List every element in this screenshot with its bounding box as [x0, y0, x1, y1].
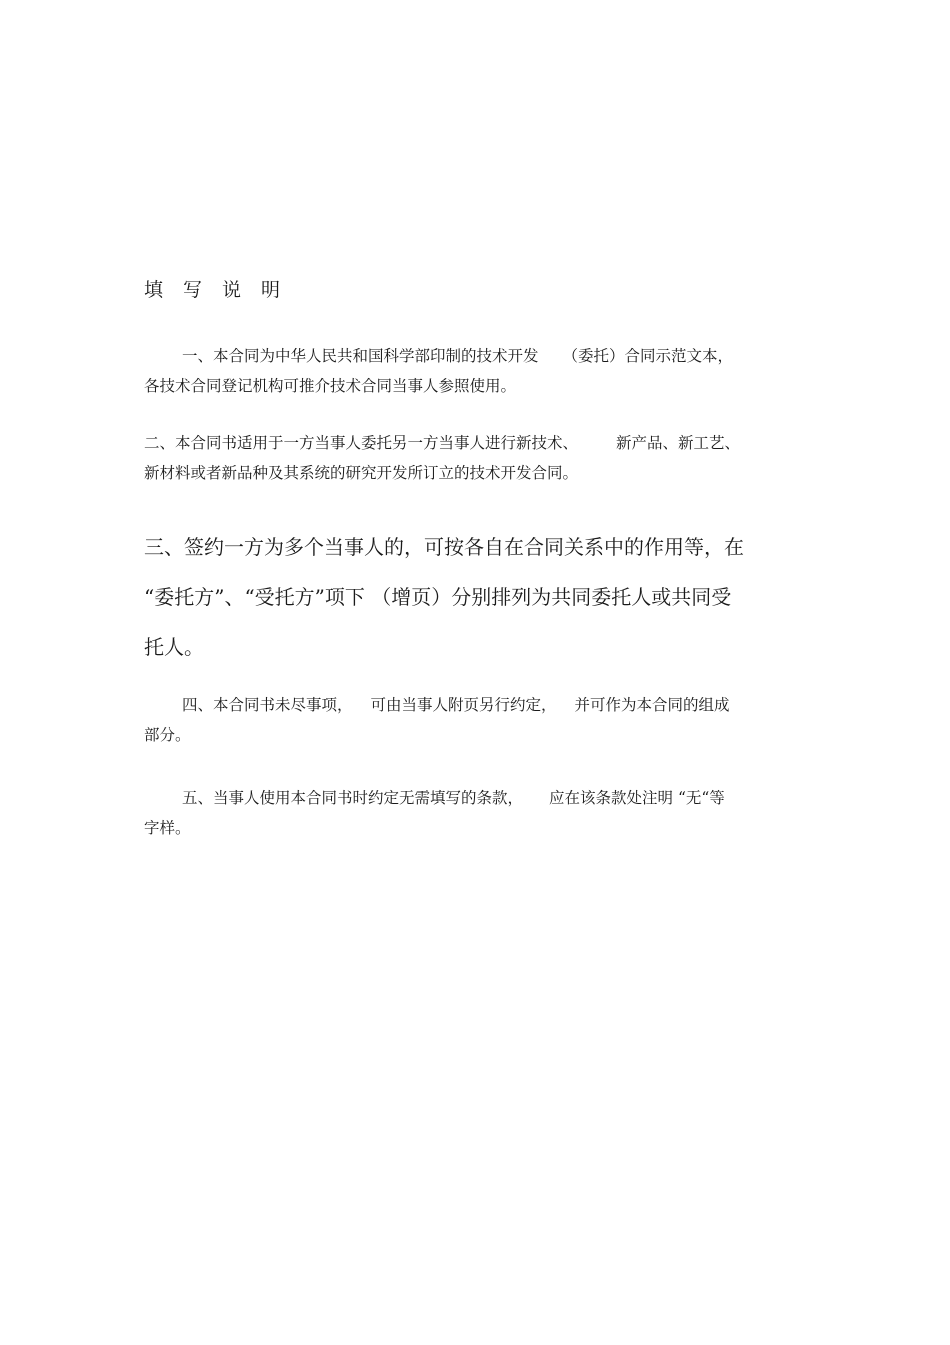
paragraph-1-line-1	[144, 341, 808, 371]
instruction-paragraph-4	[144, 690, 808, 750]
paragraph-4-line-1	[144, 690, 808, 720]
instruction-paragraph-1	[144, 341, 808, 401]
paragraph-5-line-1	[144, 783, 808, 813]
paragraph-1-line-2: 各技术合同登记机构可推介技术合同当事人参照使用。	[144, 377, 517, 395]
paragraph-4-line-2: 部分。	[144, 726, 191, 744]
paragraph-2-line-1-part-a: 二、本合同书适用于一方当事人委托另一方当事人进行新技术、	[144, 434, 579, 452]
paragraph-5-line-2: 字样。	[144, 819, 191, 837]
instruction-paragraph-3	[144, 522, 808, 672]
paragraph-4-line-1-part-b: 可由当事人附页另行约定，	[370, 696, 557, 714]
paragraph-1-line-1-part-b: （委托）合同示范文本，	[562, 347, 734, 365]
paragraph-3-line-2: “委托方”、“受托方”项下 （增页）分别排列为共同委托人或共同受	[144, 585, 732, 609]
document-title: 填写说明	[144, 279, 301, 301]
paragraph-2-line-2: 新材料或者新品种及其系统的研究开发所订立的技术开发合同。	[144, 464, 579, 482]
paragraph-2-line-1-part-b: 新产品、新工艺、	[616, 434, 741, 452]
instruction-paragraph-5	[144, 783, 808, 843]
paragraph-5-line-1-part-b: 应在该条款处注明 “无“等	[549, 789, 725, 807]
paragraph-5-line-1-part-a: 五、当事人使用本合同书时约定无需填写的条款，	[182, 789, 524, 807]
paragraph-3-line-1: 三、签约一方为多个当事人的，可按各自在合同关系中的作用等，在	[144, 535, 744, 559]
paragraph-2-line-1	[144, 428, 808, 458]
paragraph-1-line-1-part-a: 一、本合同为中华人民共和国科学部印制的技术开发	[182, 347, 539, 365]
instruction-paragraph-2	[144, 428, 808, 488]
paragraph-4-line-1-part-c: 并可作为本合同的组成	[574, 696, 730, 714]
paragraph-3-line-3: 托人。	[144, 635, 204, 659]
paragraph-4-line-1-part-a: 四、本合同书未尽事项，	[182, 696, 353, 714]
